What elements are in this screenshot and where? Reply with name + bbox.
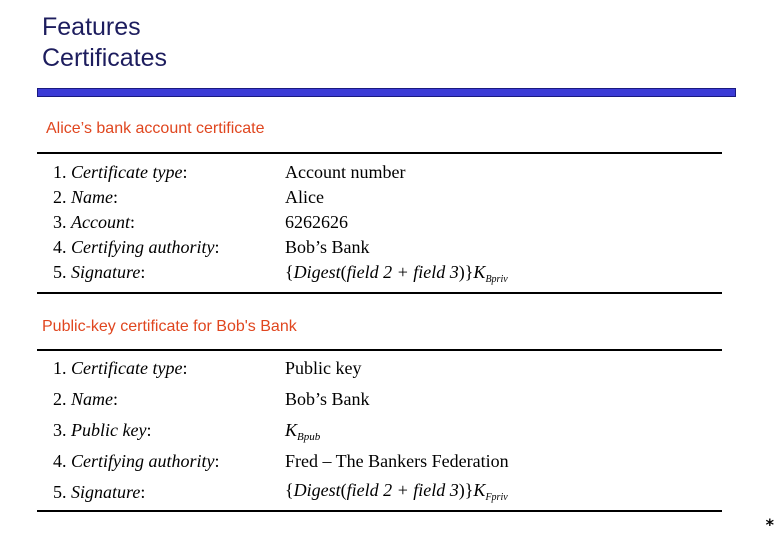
alice-cert-top-rule: [37, 152, 722, 154]
alice-row-3: 3. Account:: [53, 212, 135, 232]
bob-cert-table: [53, 358, 733, 508]
bob-row-3-value: $K_{Bpub}$: [285, 420, 321, 443]
bob-row-4-value: Fred – The Bankers Federation: [285, 451, 509, 471]
bob-cert-bottom-rule: [37, 510, 722, 512]
bob-row-4: 4. Certifying authority:: [53, 451, 220, 471]
bob-row-5-value: {Digest(field 2 + field $3)\}K_{Fpriv}$: [285, 480, 508, 503]
bob-cert-top-rule: [37, 349, 722, 351]
alice-cert-heading: Alice’s bank account certificate: [46, 120, 265, 137]
slide-title-line1: Features: [42, 13, 141, 41]
alice-cert-bottom-rule: [37, 292, 722, 294]
slide-title: [42, 12, 167, 74]
alice-row-3-value: 6262626: [285, 212, 348, 232]
alice-row-1: 1. Certificate type:: [53, 162, 188, 182]
alice-row-4-value: Bob’s Bank: [285, 237, 370, 257]
slide-title-line2: Certificates: [42, 44, 168, 72]
bob-row-5: 5. Signature:: [53, 482, 146, 502]
alice-row-5-value: {Digest(field 2 + field $3)\}K_{Bpriv}$: [285, 262, 508, 285]
alice-cert-table: [53, 162, 733, 292]
alice-row-2: 2. Name:: [53, 187, 119, 207]
alice-row-4: 4. Certifying authority:: [53, 237, 220, 257]
alice-row-5: 5. Signature:: [53, 262, 146, 282]
alice-row-2-value: Alice: [285, 187, 324, 207]
bob-row-2: 2. Name:: [53, 389, 119, 409]
bob-row-3: 3. Public key:: [53, 420, 152, 440]
bob-row-1-value: Public key: [285, 358, 362, 378]
alice-row-1-value: Account number: [285, 162, 406, 182]
bob-row-2-value: Bob’s Bank: [285, 389, 370, 409]
title-underline-bar: [37, 88, 736, 97]
corner-mark: *: [765, 515, 774, 534]
bob-cert-heading: Public-key certificate for Bob's Bank: [42, 318, 297, 335]
bob-row-1: 1. Certificate type:: [53, 358, 188, 378]
